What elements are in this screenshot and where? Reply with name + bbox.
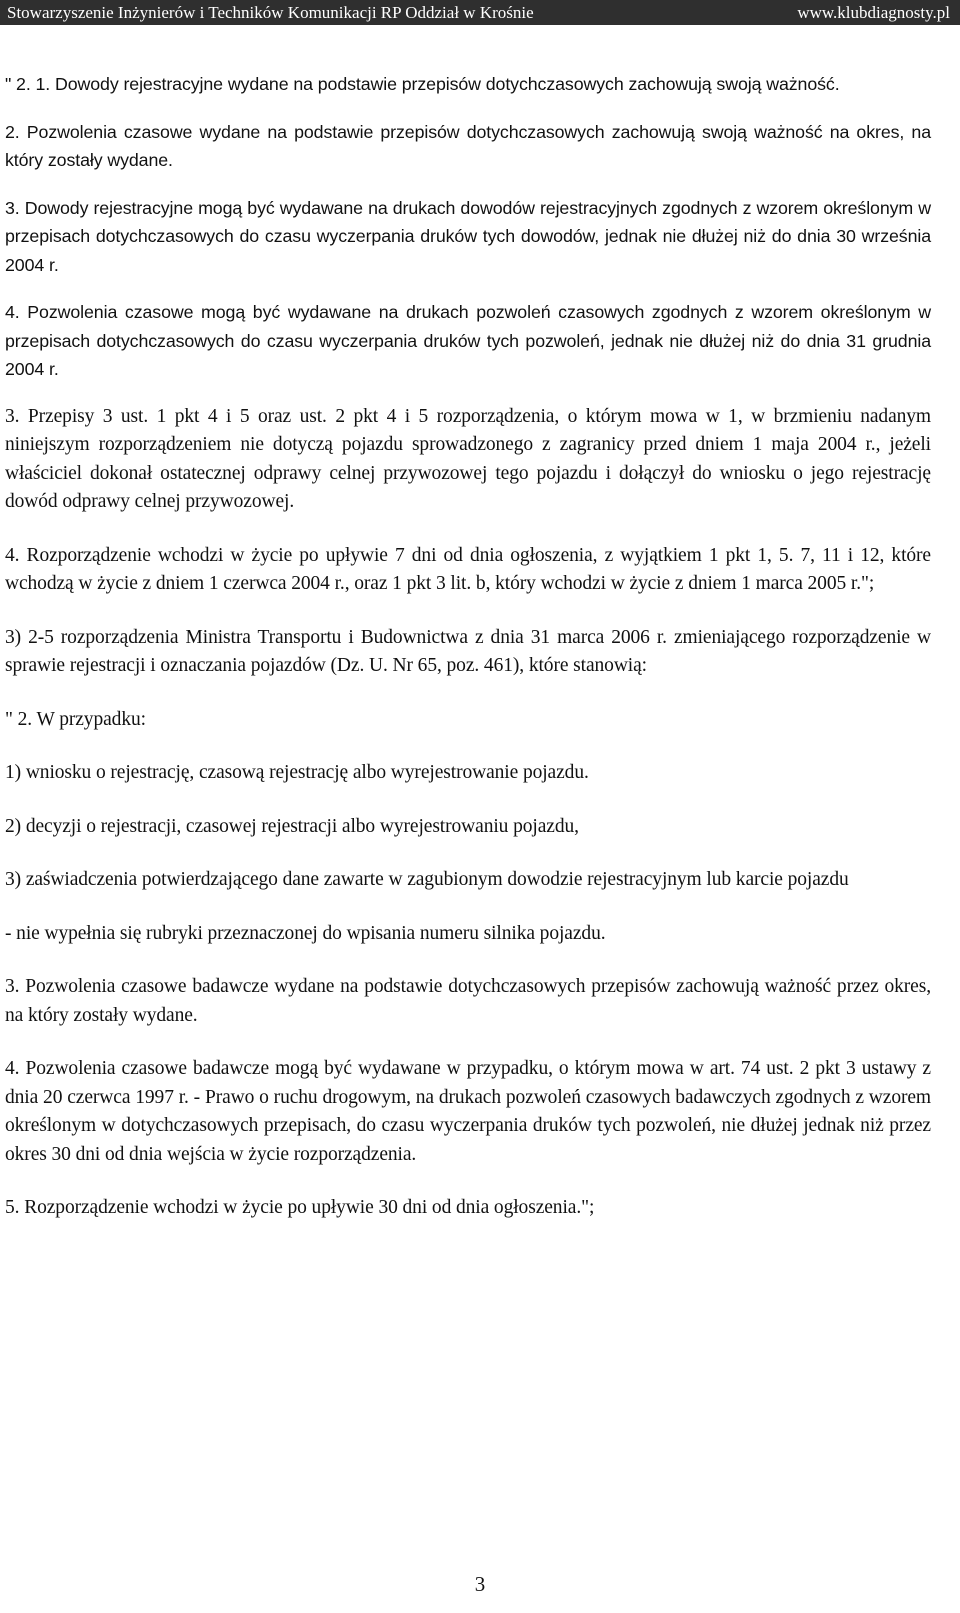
paragraph-10: 2) decyzji o rejestracji, czasowej rejestracji albo wyrejestrowaniu pojazdu,: [5, 815, 579, 837]
paragraph-4: 4. Pozwolenia czasowe mogą być wydawane na drukach pozwoleń czasowych zgodnych z wzorem określonym w przepisach dotychczasowych do czasu wyczerpania druków tych pozwoleń, jednak nie dłużej niż do dnia 31 grudnia 2004 r.: [5, 302, 931, 379]
paragraph-9: 1) wniosku o rejestrację, czasową rejestrację albo wyrejestrowanie pojazdu.: [5, 762, 589, 783]
paragraph-14: 4. Pozwolenia czasowe badawcze mogą być wydawane w przypadku, o którym mowa w art. 74 ust. 2 pkt 3 ustawy z dnia 20 czerwca 1997 r. - Prawo o ruchu drogowym, na drukach pozwoleń czasowych badawczych zgodnych z wzorem określonym w dotychczasowych przepisach, do czasu wyczerpania druków tych pozwoleń, nie dłużej jednak niż przez okres 30 dni od dnia wejścia w życie rozporządzenia.: [5, 1058, 931, 1165]
paragraph-15: 5. Rozporządzenie wchodzi w życie po upływie 30 dni od dnia ogłoszenia.";: [5, 1197, 595, 1218]
document-body: [5, 70, 931, 1248]
header-website: www.klubdiagnosty.pl: [797, 3, 950, 22]
paragraph-8: " 2. W przypadku:: [5, 708, 146, 730]
paragraph-6: 4. Rozporządzenie wchodzi w życie po upływie 7 dni od dnia ogłoszenia, z wyjątkiem 1 pkt 1, 5. 7, 11 i 12, które wchodzą w życie z dniem 1 czerwca 2004 r., oraz 1 pkt 3 lit. b, który wchodzi w życie z dniem 1 marca 2005 r.";: [5, 544, 931, 594]
page-header: [0, 0, 960, 25]
paragraph-1: " 2. 1. Dowody rejestracyjne wydane na podstawie przepisów dotychczasowych zachowują swoją ważność.: [5, 74, 840, 94]
header-organization: Stowarzyszenie Inżynierów i Techników Komunikacji RP Oddział w Krośnie: [7, 3, 534, 22]
paragraph-12: - nie wypełnia się rubryki przeznaczonej do wpisania numeru silnika pojazdu.: [5, 922, 606, 944]
paragraph-13: 3. Pozwolenia czasowe badawcze wydane na podstawie dotychczasowych przepisów zachowują ważność przez okres, na który zostały wydane.: [5, 976, 931, 1026]
page-number: 3: [474, 1572, 486, 1596]
paragraph-3: 3. Dowody rejestracyjne mogą być wydawane na drukach dowodów rejestracyjnych zgodnych z wzorem określonym w przepisach dotychczasowych do czasu wyczerpania druków tych dowodów, jednak nie dłużej niż do dnia 30 września 2004 r.: [5, 197, 931, 275]
paragraph-2: 2. Pozwolenia czasowe wydane na podstawie przepisów dotychczasowych zachowują swoją ważność na okres, na który zostały wydane.: [5, 121, 931, 170]
paragraph-11: 3) zaświadczenia potwierdzającego dane zawarte w zagubionym dowodzie rejestracyjnym lub karcie pojazdu: [5, 869, 849, 890]
paragraph-7: 3) 2-5 rozporządzenia Ministra Transportu i Budownictwa z dnia 31 marca 2006 r. zmieniającego rozporządzenie w sprawie rejestracji i oznaczania pojazdów (Dz. U. Nr 65, poz. 461), które stanowią:: [5, 626, 931, 676]
paragraph-5: 3. Przepisy 3 ust. 1 pkt 4 i 5 oraz ust. 2 pkt 4 i 5 rozporządzenia, o którym mowa w 1, w brzmieniu nadanym niniejszym rozporządzeniem nie dotyczą pojazdu sprowadzonego z zagranicy przed dniem 1 maja 2004 r., jeżeli właściciel dokonał ostatecznej odprawy celnej przywozowej tego pojazdu i dołączył do wniosku o jego rejestrację dowód odprawy celnej przywozowej.: [5, 405, 931, 512]
